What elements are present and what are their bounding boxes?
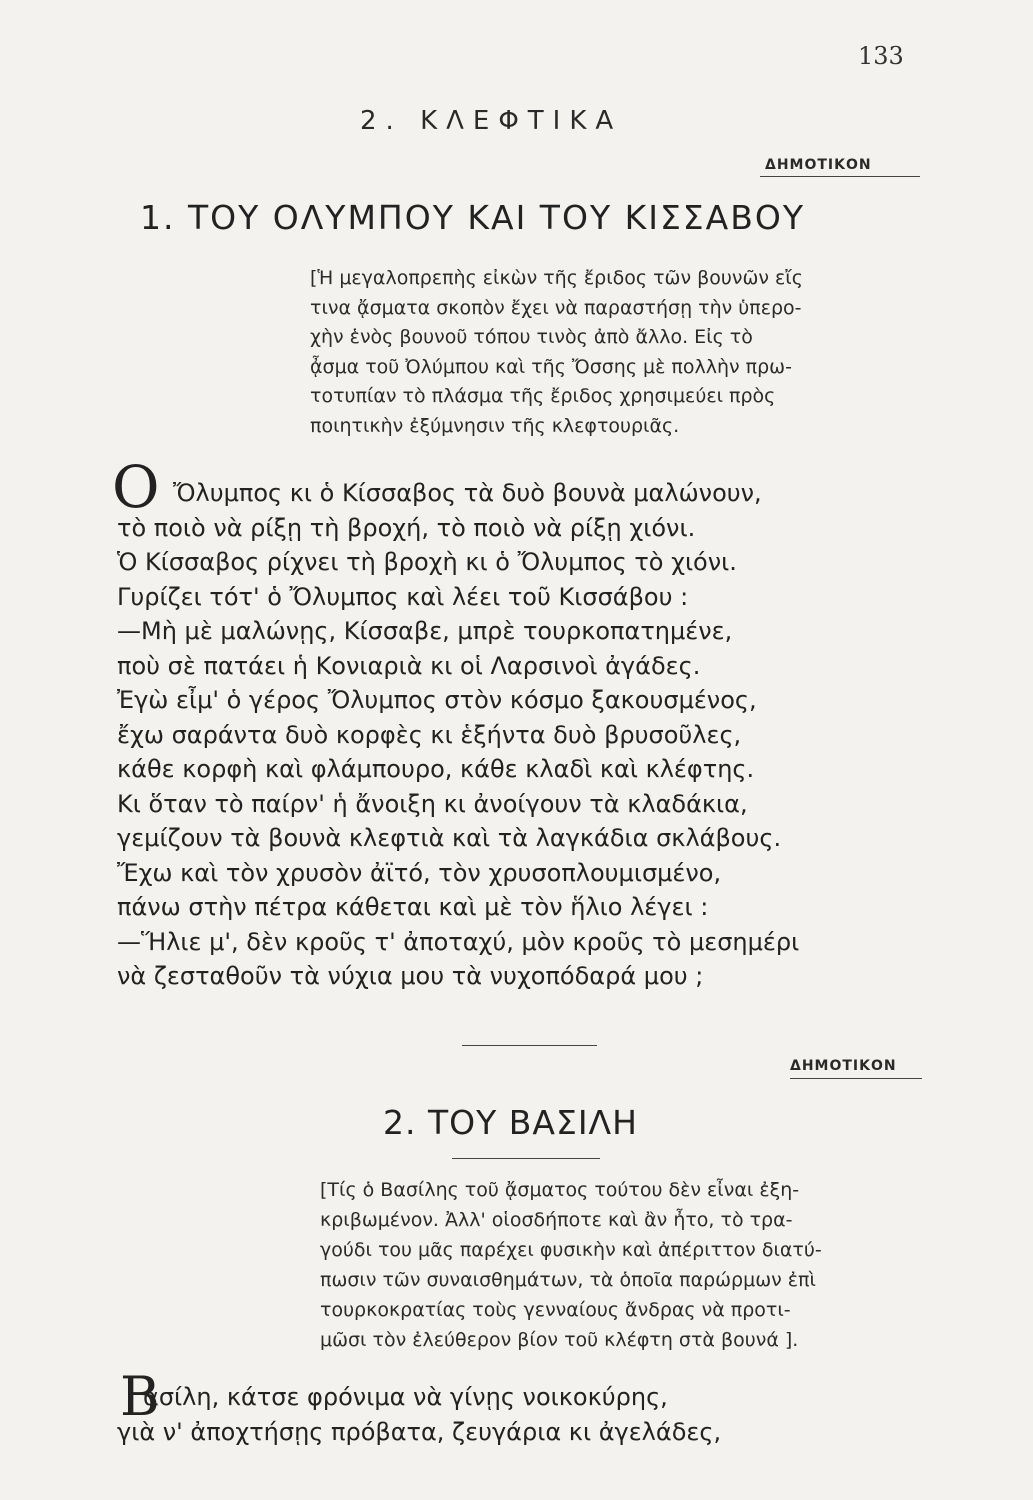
verse-line: Ὁ Κίσσαβος ρίχνει τὴ βροχὴ κι ὁ Ὄλυμπος τὸ χιόνι.: [117, 548, 737, 576]
section-title: 2. ΚΛΕΦΤΙΚΑ: [360, 106, 623, 136]
note-line: ᾆσμα τοῦ Ὀλύμπου καὶ τῆς Ὄσσης μὲ πολλὴν πρω-: [310, 355, 792, 378]
verse-line: Ἐγὼ εἶμ' ὁ γέρος Ὄλυμπος στὸν κόσμο ξακουσμένος,: [117, 686, 757, 714]
note-line: τοτυπίαν τὸ πλάσμα τῆς ἔριδος χρησιμεύει πρὸς: [310, 385, 776, 407]
drop-cap: Ο: [112, 453, 160, 521]
note-line: κριβωμένον. Ἀλλ' οἱοσδήποτε καὶ ἂν ἦτο, τὸ τρα-: [320, 1209, 793, 1231]
verse-line: πάνω στὴν πέτρα κάθεται καὶ μὲ τὸν ἥλιο λέγει :: [117, 893, 709, 921]
verse-line: νὰ ζεσταθοῦν τὰ νύχια μου τὰ νυχοπόδαρά μου ;: [117, 962, 704, 990]
section-divider: [462, 1045, 597, 1046]
title-underline: [452, 1158, 600, 1159]
verse-line: Κι ὅταν τὸ παίρν' ἡ ἄνοιξη κι ἀνοίγουν τὰ κλαδάκια,: [117, 789, 748, 818]
note-line: τινα ᾄσματα σκοπὸν ἔχει νὰ παραστήσῃ τὴν ὑπερο-: [310, 296, 802, 319]
verse-line: κάθε κορφὴ καὶ φλάμπουρο, κάθε κλαδὶ καὶ κλέφτης.: [117, 755, 755, 783]
page-number: 133: [858, 42, 904, 70]
verse-line: —Ἥλιε μ', δὲν κροῦς τ' ἀποταχύ, μὸν κροῦς τὸ μεσημέρι: [117, 927, 800, 956]
verse-line: ασίλη, κάτσε φρόνιμα νὰ γίνῃς νοικοκύρης,: [143, 1383, 668, 1411]
note-line: χὴν ἑνὸς βουνοῦ τόπου τινὸς ἀπὸ ἄλλο. Εἰς τὸ: [310, 326, 753, 348]
note-line: ποιητικὴν ἐξύμνησιν τῆς κλεφτουριᾶς.: [310, 414, 680, 437]
tag-underline: [760, 176, 920, 177]
editorial-note: [310, 264, 920, 441]
verse-line: Ὄλυμπος κι ὁ Κίσσαβος τὰ δυὸ βουνὰ μαλώνουν,: [173, 479, 762, 507]
verse-line: ποὺ σὲ πατάει ἡ Κονιαριὰ κι οἱ Λαρσινοὶ ἀγάδες.: [117, 651, 701, 680]
verse-line: Ἔχω καὶ τὸν χρυσὸν ἀϊτό, τὸν χρυσοπλουμισμένο,: [117, 858, 722, 887]
poem-title: 1. ΤΟΥ ΟΛΥΜΠΟΥ ΚΑΙ ΤΟΥ ΚΙΣΣΑΒΟΥ: [140, 198, 806, 237]
note-line: μῶσι τὸν ἐλεύθερον βίον τοῦ κλέφτη στὰ βουνά ].: [320, 1329, 799, 1351]
note-line: γούδι του μᾶς παρέχει φυσικὴν καὶ ἀπέριττον διατύ-: [320, 1239, 822, 1261]
verse-line: Γυρίζει τότ' ὁ Ὄλυμπος καὶ λέει τοῦ Κισσάβου :: [117, 582, 689, 611]
note-line: τουρκοκρατίας τοὺς γενναίους ἄνδρας νὰ προτι-: [320, 1299, 791, 1321]
verse-line: τὸ ποιὸ νὰ ρίξῃ τὴ βροχή, τὸ ποιὸ νὰ ρίξῃ χιόνι.: [117, 513, 696, 542]
tag-underline: [790, 1078, 922, 1079]
poem-verse: [117, 476, 799, 994]
note-line: [Ἡ μεγαλοπρεπὴς εἰκὼν τῆς ἔριδος τῶν βουνῶν εἴς: [310, 267, 803, 289]
drop-cap: Β: [120, 1365, 160, 1428]
editorial-note: [320, 1175, 930, 1355]
genre-tag: ΔΗΜΟΤΙΚΟΝ: [765, 157, 872, 173]
verse-line: —Μὴ μὲ μαλώνῃς, Κίσσαβε, μπρὲ τουρκοπατημένε,: [117, 617, 733, 645]
genre-tag: ΔΗΜΟΤΙΚΟΝ: [790, 1058, 897, 1074]
poem-verse: [117, 1380, 721, 1450]
note-line: πωσιν τῶν συναισθημάτων, τὰ ὁποῖα παρώρμων ἐπὶ: [320, 1269, 816, 1291]
poem-title: 2. ΤΟΥ ΒΑΣΙΛΗ: [383, 1103, 638, 1142]
verse-line: ἔχω σαράντα δυὸ κορφὲς κι ἑξήντα δυὸ βρυσοῦλες,: [117, 720, 742, 749]
verse-line: γεμίζουν τὰ βουνὰ κλεφτιὰ καὶ τὰ λαγκάδια σκλάβους.: [117, 824, 782, 852]
verse-line: γιὰ ν' ἀποχτήσῃς πρόβατα, ζευγάρια κι ἀγελάδες,: [117, 1418, 722, 1446]
note-line: [Τίς ὁ Βασίλης τοῦ ᾄσματος τούτου δὲν εἶναι ἐξη-: [320, 1179, 800, 1201]
